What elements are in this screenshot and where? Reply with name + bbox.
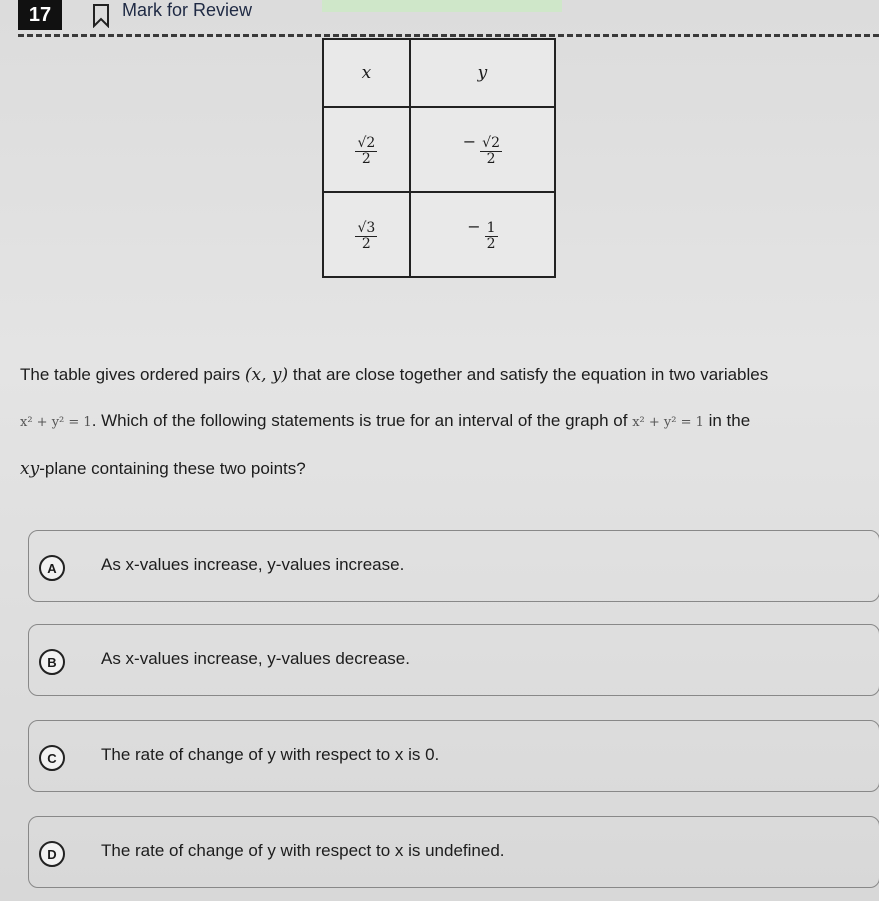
table-row xyxy=(323,107,555,192)
mark-for-review-button[interactable]: Mark for Review xyxy=(122,0,253,20)
equation-faded: x² + y² = 1 xyxy=(20,415,92,430)
values-table xyxy=(322,38,556,278)
choice-letter: D xyxy=(39,841,65,867)
choice-d[interactable] xyxy=(28,816,879,888)
bookmark-icon[interactable] xyxy=(92,4,110,28)
cell-y: − $\frac{1}{2}$ xyxy=(410,192,555,277)
equation-faded: x² + y² = 1 xyxy=(632,415,704,430)
question-text: The table gives ordered pairs (x, y) that are close together and satisfy the equation in two variables x² + y² = 1. Which of the following statements is true for an interval of the graph of x² + y² = 1 in the xy-plane containing these two points? xyxy=(20,365,769,479)
choice-a[interactable] xyxy=(28,530,879,602)
choice-text: The rate of change of y with respect to x is 0. xyxy=(101,745,440,764)
top-strip xyxy=(322,0,562,12)
header-divider xyxy=(18,34,879,37)
cell-x: $\frac{√3}{2}$ xyxy=(323,192,410,277)
choice-text: The rate of change of y with respect to x is undefined. xyxy=(101,841,505,860)
choice-letter: A xyxy=(39,555,65,581)
table-row xyxy=(323,192,555,277)
question-number: 17 xyxy=(18,0,62,30)
question-header xyxy=(0,0,879,36)
col-header-x: x xyxy=(323,39,410,107)
choice-letter: B xyxy=(39,649,65,675)
cell-y: − $\frac{√2}{2}$ xyxy=(410,107,555,192)
choice-letter: C xyxy=(39,745,65,771)
choice-b[interactable] xyxy=(28,624,879,696)
col-header-y: y xyxy=(410,39,555,107)
table-header-row xyxy=(323,39,555,107)
choice-text: As x-values increase, y-values decrease. xyxy=(101,649,410,668)
cell-x: $\frac{√2}{2}$ xyxy=(323,107,410,192)
choice-c[interactable] xyxy=(28,720,879,792)
choice-text: As x-values increase, y-values increase. xyxy=(101,555,405,574)
